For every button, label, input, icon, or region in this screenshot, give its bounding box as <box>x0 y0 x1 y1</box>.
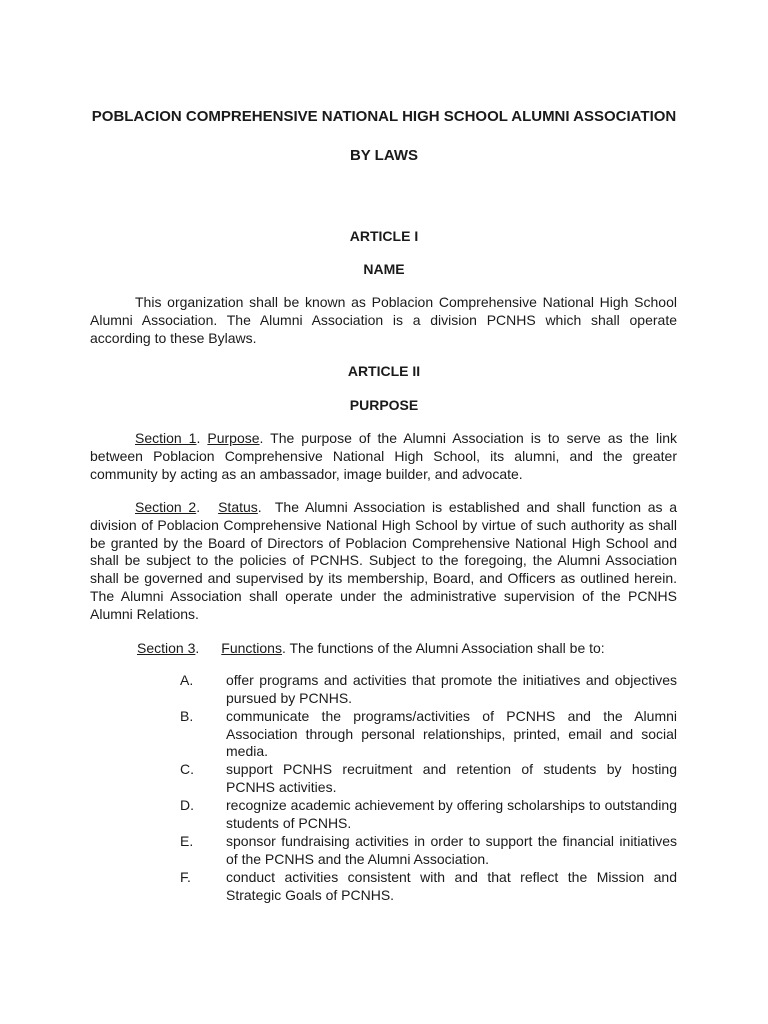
section-3-label: Section 3 <box>137 640 196 656</box>
article-2-subheading: PURPOSE <box>349 397 419 413</box>
list-item-letter: C. <box>180 761 194 778</box>
document-subtitle: BY LAWS <box>349 147 419 164</box>
list-item-text: communicate the programs/activities of PCNHS and the Alumni Association through personal relationships, printed, email and social media. <box>226 707 677 760</box>
list-item <box>180 761 677 797</box>
list-item-text: support PCNHS recruitment and retention of students by hosting PCNHS activities. <box>226 761 677 796</box>
list-item <box>180 708 677 761</box>
section-3-text: The functions of the Alumni Association shall be to: <box>289 640 605 656</box>
article-2-heading: ARTICLE II <box>347 363 421 379</box>
list-item <box>180 833 677 869</box>
list-item-letter: E. <box>180 832 194 849</box>
section-1-title: Purpose <box>207 430 260 446</box>
article-1-paragraph: This organization shall be known as Poblacion Comprehensive National High School Alumni Association. The Alumni Association is a division PCNHS which shall operate according to these Bylaws. <box>90 294 677 346</box>
list-item-letter: B. <box>180 707 194 724</box>
article-1-heading: ARTICLE I <box>349 228 419 244</box>
document-title: POBLACION COMPREHENSIVE NATIONAL HIGH SCHOOL ALUMNI ASSOCIATION <box>91 108 677 125</box>
section-3-title: Functions <box>221 640 282 656</box>
list-item-text: sponsor fundraising activities in order to support the financial initiatives of the PCNHS and the Alumni Association. <box>226 832 677 867</box>
list-item-letter: A. <box>180 672 194 688</box>
section-1-label: Section 1 <box>135 430 197 446</box>
list-item-letter: F. <box>180 868 191 885</box>
article-1-subheading: NAME <box>363 261 405 277</box>
section-2-text: The Alumni Association is established and shall function as a division of Poblacion Comprehensive National High School by virtue of such authority as shall be granted by the Board of Directors of Poblacion Comprehensive National High School and shall be subject to the policies of PCNHS. Subject to the foregoing, the Alumni Association shall be governed and supervised by its membership, Board, and Officers as outlined herein. The Alumni Association shall operate under the administrative supervision of the PCNHS Alumni Relations. <box>90 499 677 622</box>
list-item-letter: D. <box>180 797 194 814</box>
list-item-text: offer programs and activities that promote the initiatives and objectives pursued by PCNHS. <box>226 672 677 706</box>
list-item <box>180 869 677 905</box>
section-2-paragraph: Section 2. Status. The Alumni Association is established and shall function as a division of Poblacion Comprehensive National High School by virtue of such authority as shall be granted by the Board of Directors of Poblacion Comprehensive National High School and shall be subject to the policies of PCNHS. Subject to the foregoing, the Alumni Association shall be governed and supervised by its membership, Board, and Officers as outlined herein. The Alumni Association shall operate under the administrative supervision of the PCNHS Alumni Relations. <box>90 499 677 622</box>
list-item <box>180 797 677 833</box>
functions-list <box>180 672 677 904</box>
list-item-text: recognize academic achievement by offering scholarships to outstanding students of PCNHS. <box>226 797 677 831</box>
section-1-text: The purpose of the Alumni Association is to serve as the link between Poblacion Comprehensive National High School, its alumni, and the greater community by acting as an ambassador, image builder, and advocate. <box>90 430 678 482</box>
list-item-text: conduct activities consistent with and that reflect the Mission and Strategic Goals of PCNHS. <box>226 868 677 903</box>
section-2-title: Status <box>218 499 258 515</box>
section-3-paragraph: Section 3. Functions. The functions of the Alumni Association shall be to: <box>137 640 605 656</box>
section-2-label: Section 2 <box>135 499 197 515</box>
section-1-paragraph: Section 1. Purpose. The purpose of the Alumni Association is to serve as the link between Poblacion Comprehensive National High School, its alumni, and the greater community by acting as an ambassador, image builder, and advocate. <box>90 430 678 482</box>
list-item <box>180 672 677 708</box>
